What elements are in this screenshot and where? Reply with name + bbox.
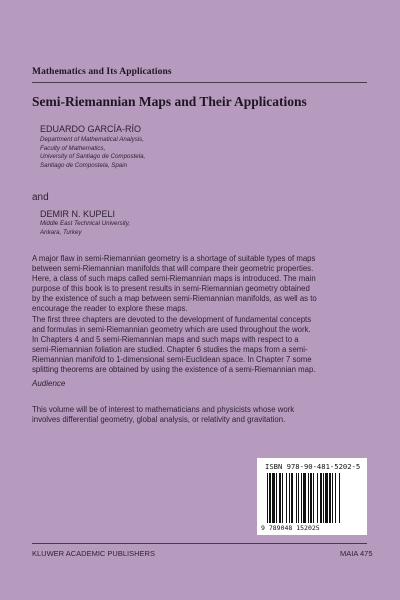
- description-paragraph: [32, 254, 370, 375]
- description-line: Riemannian manifold to 1-dimensional semi-Euclidean space. In Chapter 7 some: [32, 354, 312, 364]
- affiliation-line: Middle East Technical University,: [40, 220, 131, 227]
- author-1-name: EDUARDO GARCÍA-RÍO: [40, 124, 142, 134]
- description-line: In Chapters 4 and 5 semi-Riemannian maps and such maps with respect to a: [32, 334, 299, 344]
- description-line: purpose of this book is to present results in semi-Riemannian geometry obtained: [32, 284, 310, 294]
- audience-line: involves differential geometry, global analysis, or relativity and gravitation.: [32, 415, 286, 425]
- top-rule: [32, 82, 367, 83]
- author-2-affiliation: [40, 220, 130, 237]
- ean-number: 9 789048 152025: [261, 524, 320, 532]
- series-code: MAIA 475: [340, 549, 373, 558]
- affiliation-line: University of Santiago de Compostela,: [40, 153, 146, 160]
- audience-heading: Audience: [32, 379, 66, 388]
- affiliation-line: Faculty of Mathematics,: [40, 144, 106, 152]
- description-line: A major flaw in semi-Riemannian geometry is a shortage of suitable types of maps: [32, 254, 316, 263]
- description-line: splitting theorems are obtained by using the existence of a semi-Riemannian map.: [32, 365, 316, 375]
- description-line: encourage the reader to explore these maps.: [32, 304, 188, 314]
- barcode-box: [257, 458, 367, 535]
- audience-paragraph: [32, 405, 370, 425]
- affiliation-line: Ankara, Turkey: [40, 228, 82, 236]
- author-2-name: DEMIR N. KUPELI: [40, 209, 116, 219]
- description-line: Here, a class of such maps called semi-Riemannian maps is introduced. The main: [32, 274, 316, 284]
- description-line: and formulas in semi-Riemannian geometry which are used throughout the work.: [32, 324, 311, 334]
- author-1-affiliation: [40, 136, 145, 170]
- audience-line: This volume will be of interest to mathematicians and physicists whose work: [32, 405, 295, 414]
- barcode-icon: [267, 473, 359, 523]
- description-line: semi-Riemannian foliation are studied. Chapter 6 studies the maps from a semi-: [32, 344, 308, 354]
- publisher-name: KLUWER ACADEMIC PUBLISHERS: [32, 549, 155, 558]
- isbn-label: ISBN 978-90-481-5202-5: [265, 462, 361, 471]
- bottom-rule: [32, 543, 367, 544]
- description-line: by the existence of such a map between semi-Riemannian manifolds, as well as to: [32, 294, 317, 304]
- book-title: Semi-Riemannian Maps and Their Applications: [32, 94, 307, 109]
- description-line: between semi-Riemannian manifolds that will compare their geometric properties.: [32, 264, 314, 274]
- and-conjunction: and: [32, 192, 49, 203]
- affiliation-line: Santiago de Compostela, Spain: [40, 161, 128, 169]
- affiliation-line: Department of Mathematical Analysis,: [40, 136, 144, 143]
- description-line: The first three chapters are devoted to the development of fundamental concepts: [32, 314, 312, 324]
- series-name: Mathematics and Its Applications: [32, 67, 172, 77]
